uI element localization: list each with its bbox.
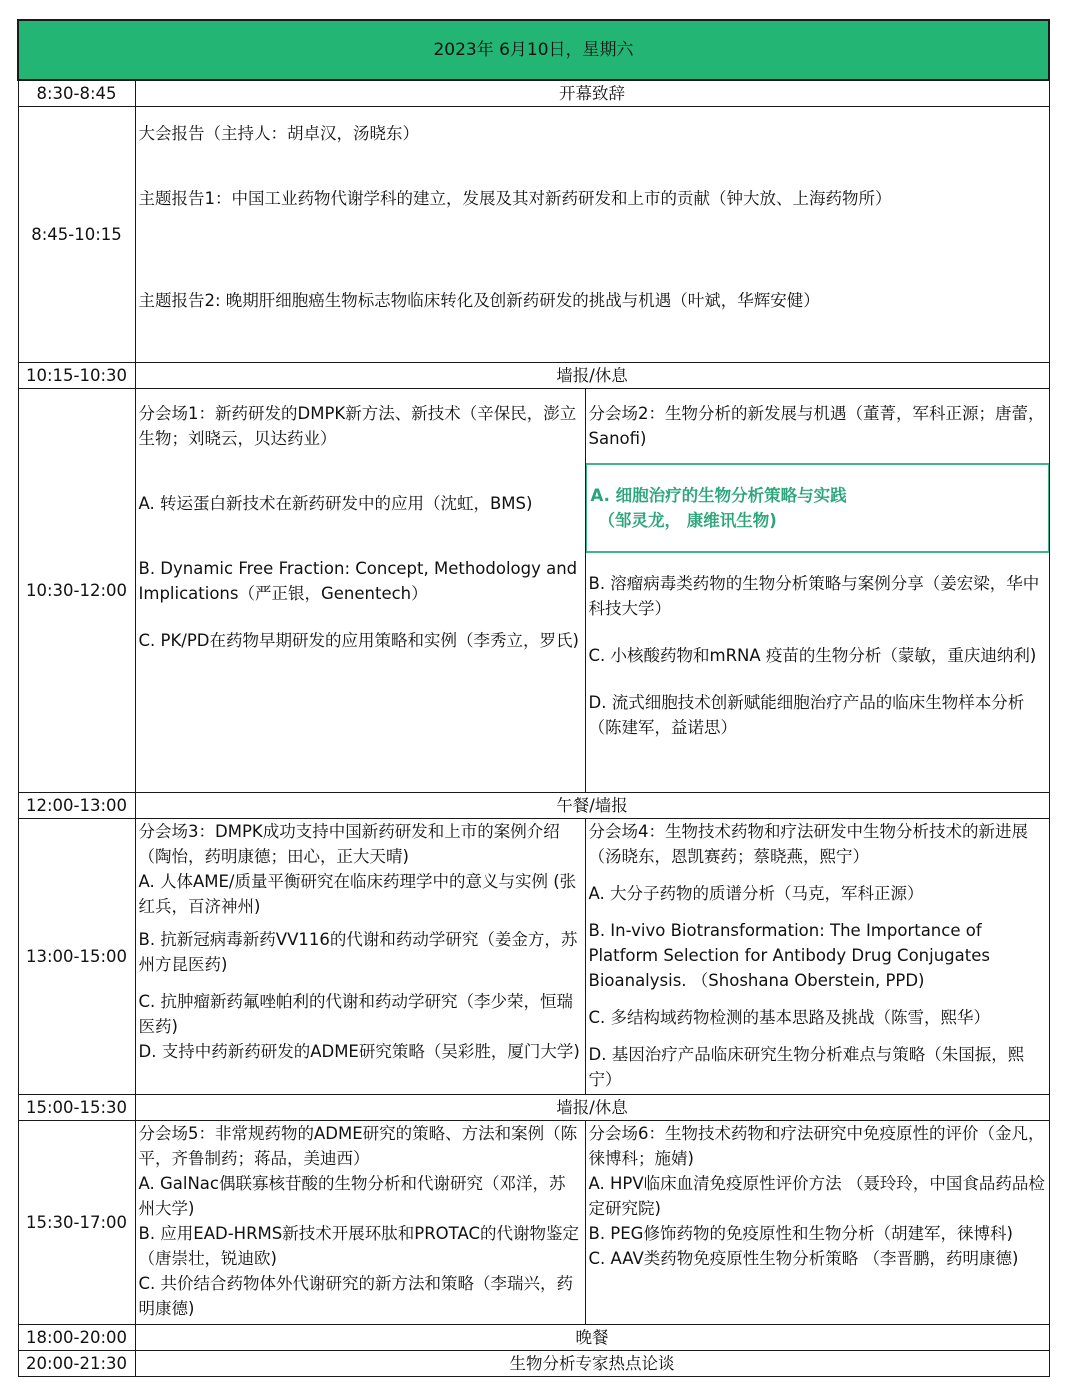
- session-6-talk-a: A. HPV临床血清免疫原性评价方法 （聂玲玲，中国食品药品检定研究院): [588, 1174, 1045, 1218]
- schedule-table: [17, 19, 1050, 1377]
- session-2-heading: 分会场2：生物分析的新发展与机遇（董菁，军科正源；唐蕾， Sanofi): [588, 404, 1045, 448]
- table-row: [18, 389, 1049, 793]
- plenary-heading: 大会报告（主持人：胡卓汉，汤晓东）: [138, 124, 419, 143]
- session-4-talk-d: D. 基因治疗产品临床研究生物分析难点与策略（朱国振，熙宁）: [588, 1045, 1025, 1089]
- session-6-heading: 分会场6：生物技术药物和疗法研究中免疫原性的评价（金凡， 徕博科；施婧): [588, 1124, 1045, 1168]
- header-row: [18, 20, 1049, 80]
- session-2-talk-b: B. 溶瘤病毒类药物的生物分析策略与案例分享（姜宏梁，华中科技大学）: [588, 574, 1040, 618]
- time-cell: 18:00-20:00: [18, 1325, 135, 1351]
- session-2-talk-d: D. 流式细胞技术创新赋能细胞治疗产品的临床生物样本分析（陈建军，益诺思）: [588, 693, 1025, 737]
- dinner-label: 晚餐: [135, 1325, 1049, 1351]
- table-row: [18, 1325, 1049, 1351]
- date-header: 2023年 6月10日，星期六: [18, 20, 1049, 80]
- session-1-cell: [135, 389, 585, 793]
- time-cell: 12:00-13:00: [18, 793, 135, 819]
- session-2-talk-c: C. 小核酸药物和mRNA 疫苗的生物分析（蒙敏，重庆迪纳利): [588, 646, 1037, 665]
- session-4-talk-c: C. 多结构域药物检测的基本思路及挑战（陈雪，熙华）: [588, 1008, 991, 1027]
- highlighted-talk-box: [585, 463, 1050, 553]
- time-cell: 15:00-15:30: [18, 1095, 135, 1121]
- session-1-talk-b: B. Dynamic Free Fraction: Concept, Methodology and Implications（严正银，Genentech）: [138, 559, 578, 603]
- session-5-cell: [135, 1121, 585, 1325]
- time-cell: 8:45-10:15: [18, 107, 135, 363]
- session-3-talk-a: A. 人体AME/质量平衡研究在临床药理学中的意义与实例 (张红兵，百济神州): [138, 872, 577, 916]
- session-2-talk-a-title: A. 细胞治疗的生物分析策略与实践: [590, 486, 847, 505]
- session-1-heading: 分会场1：新药研发的DMPK新方法、新技术（辛保民，澎立生物；刘晓云，贝达药业）: [138, 404, 577, 448]
- time-cell: 8:30-8:45: [18, 80, 135, 107]
- opening-remarks: 开幕致辞: [135, 80, 1049, 107]
- session-3-heading: 分会场3：DMPK成功支持中国新药研发和上市的案例介绍（陶怡，药明康德；田心，正大天晴): [138, 822, 560, 866]
- session-2-talk-a-speaker: （邹灵龙， 康维讯生物): [598, 511, 777, 530]
- table-row: [18, 793, 1049, 819]
- session-5-heading: 分会场5：非常规药物的ADME研究的策略、方法和案例（陈平，齐鲁制药；蒋品，美迪西）: [138, 1124, 578, 1168]
- time-cell: 10:15-10:30: [18, 363, 135, 389]
- session-4-talk-a: A. 大分子药物的质谱分析（马克，军科正源）: [588, 884, 924, 903]
- session-5-talk-c: C. 共价结合药物体外代谢研究的新方法和策略（李瑞兴，药明康德): [138, 1274, 574, 1318]
- plenary-cell: [135, 107, 1049, 363]
- table-row: [18, 363, 1049, 389]
- keynote-2: 主题报告2: 晚期肝细胞癌生物标志物临床转化及创新药研发的挑战与机遇（叶斌，华辉安健）: [138, 291, 820, 310]
- lunch-label: 午餐/墙报: [135, 793, 1049, 819]
- table-row: [18, 107, 1049, 363]
- expert-forum-label: 生物分析专家热点论谈: [135, 1351, 1049, 1377]
- break-label: 墙报/休息: [135, 363, 1049, 389]
- session-3-talk-b: B. 抗新冠病毒新药VV116的代谢和药动学研究（姜金方，苏州方昆医药): [138, 930, 578, 974]
- table-row: [18, 1121, 1049, 1325]
- break-label: 墙报/休息: [135, 1095, 1049, 1121]
- table-row: [18, 1351, 1049, 1377]
- session-6-talk-b: B. PEG修饰药物的免疫原性和生物分析（胡建军，徕博科): [588, 1224, 1013, 1243]
- table-row: [18, 819, 1049, 1095]
- keynote-1: 主题报告1：中国工业药物代谢学科的建立，发展及其对新药研发和上市的贡献（钟大放、上海药物所）: [138, 189, 892, 208]
- session-6-talk-c: C. AAV类药物免疫原性生物分析策略 （李晋鹏，药明康德): [588, 1249, 1019, 1268]
- schedule-container: [17, 19, 1048, 1377]
- session-3-cell: [135, 819, 585, 1095]
- session-4-heading: 分会场4：生物技术药物和疗法研发中生物分析技术的新进展（汤晓东，恩凯赛药；蔡晓燕，熙宁）: [588, 822, 1028, 866]
- session-3-talk-c: C. 抗肿瘤新药氟唑帕利的代谢和药动学研究（李少荣，恒瑞医药): [138, 992, 574, 1036]
- time-cell: 20:00-21:30: [18, 1351, 135, 1377]
- session-6-cell: [585, 1121, 1049, 1325]
- session-4-talk-b: B. In-vivo Biotransformation: The Importance of Platform Selection for Antibody Drug Conjugates Bioanalysis. （Shoshana Oberstein, PPD): [588, 921, 990, 990]
- time-cell: 10:30-12:00: [18, 389, 135, 793]
- table-row: [18, 80, 1049, 107]
- time-cell: 15:30-17:00: [18, 1121, 135, 1325]
- session-5-talk-a: A. GalNac偶联寡核苷酸的生物分析和代谢研究（邓洋，苏州大学): [138, 1174, 566, 1218]
- session-1-talk-c: C. PK/PD在药物早期研发的应用策略和实例（李秀立，罗氏): [138, 631, 579, 650]
- session-5-talk-b: B. 应用EAD-HRMS新技术开展环肽和PROTAC的代谢物鉴定 （唐崇壮，锐迪欧): [138, 1224, 579, 1268]
- session-3-talk-d: D. 支持中药新药研发的ADME研究策略（吴彩胜，厦门大学): [138, 1042, 580, 1061]
- table-row: [18, 1095, 1049, 1121]
- session-2-cell: [585, 389, 1049, 793]
- session-1-talk-a: A. 转运蛋白新技术在新药研发中的应用（沈虹，BMS): [138, 494, 533, 513]
- session-4-cell: [585, 819, 1049, 1095]
- time-cell: 13:00-15:00: [18, 819, 135, 1095]
